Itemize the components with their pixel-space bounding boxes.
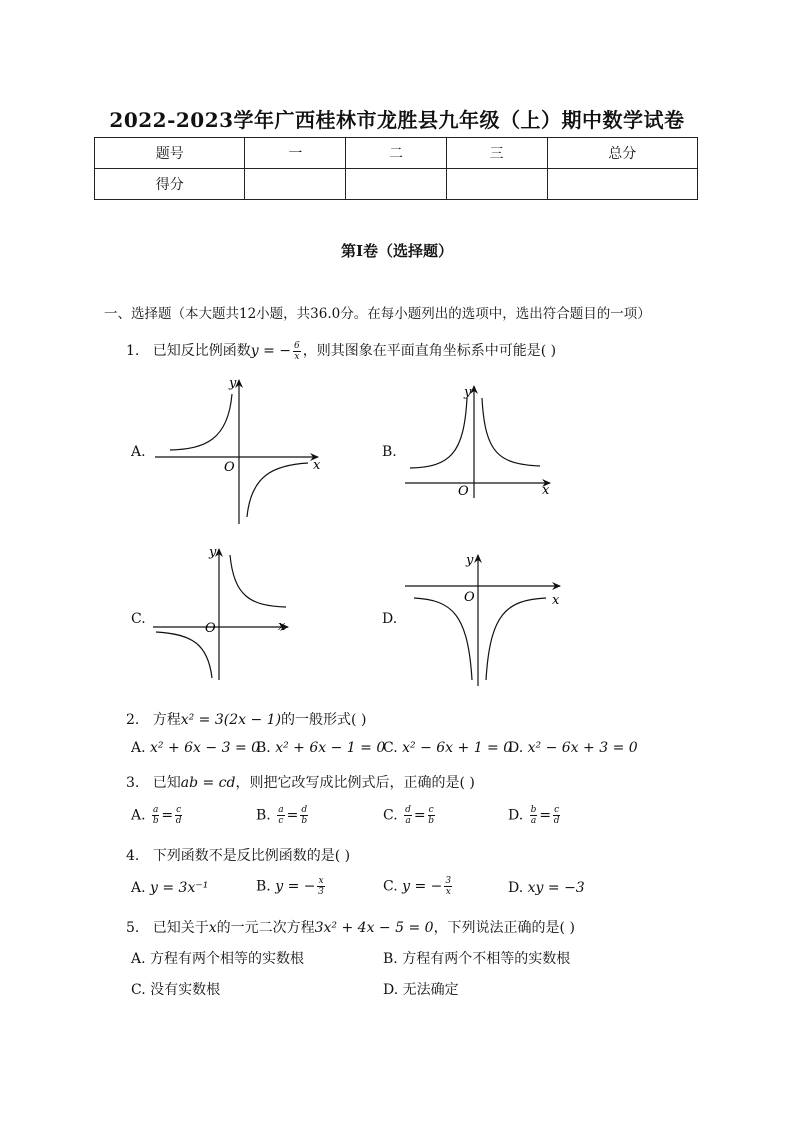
option-label: C. xyxy=(131,982,146,998)
graph-b xyxy=(400,380,560,502)
fraction xyxy=(404,805,412,826)
option-label: A. xyxy=(131,444,146,460)
option-label: A. xyxy=(131,740,146,756)
numerator: c xyxy=(554,805,560,815)
option-label: D. xyxy=(382,611,398,627)
table-cell xyxy=(547,169,698,200)
fraction xyxy=(277,805,284,826)
table-row xyxy=(95,169,698,200)
table-cell xyxy=(346,169,447,200)
x-label: x xyxy=(542,483,550,498)
option-text: y = − xyxy=(275,878,316,895)
variable: x xyxy=(208,920,217,936)
option-text: y = 3x⁻¹ xyxy=(150,880,209,896)
option-c: C. $\frac{d}{a}$ = $\frac{c}{b}$ xyxy=(383,805,435,826)
option-text: xy = −3 xyxy=(527,880,585,896)
x-label: x xyxy=(278,619,286,634)
question-text: ，下列说法正确的是( ) xyxy=(433,920,575,936)
option-label: C. xyxy=(383,740,398,756)
table-cell xyxy=(446,169,547,200)
option-label: D. xyxy=(508,880,524,896)
curve-branch xyxy=(156,632,212,678)
option-text: 方程有两个相等的实数根 xyxy=(150,951,305,967)
denominator: d xyxy=(553,816,560,826)
table-cell xyxy=(245,169,346,200)
denominator: d xyxy=(175,816,182,826)
option-a xyxy=(131,948,304,968)
question-4 xyxy=(126,845,350,865)
option-label: D. xyxy=(508,807,524,824)
option-text: 无法确定 xyxy=(402,982,459,998)
denominator: a xyxy=(530,816,537,826)
table-cell: 一 xyxy=(245,138,346,169)
curve-branch xyxy=(410,398,467,468)
option-c xyxy=(131,979,220,999)
origin-label: O xyxy=(224,460,235,475)
option-d xyxy=(508,740,638,756)
option-b xyxy=(383,948,570,968)
option-a: A. $\frac{a}{b}$ = $\frac{c}{d}$ xyxy=(131,805,182,826)
y-label: y xyxy=(229,376,237,391)
option-text: x² + 6x − 3 = 0 xyxy=(150,740,261,756)
origin-label: O xyxy=(205,621,216,636)
question-number: 2. xyxy=(126,712,140,728)
table-cell: 得分 xyxy=(95,169,245,200)
x-label: x xyxy=(552,593,560,608)
fraction xyxy=(317,876,324,897)
curve-branch xyxy=(486,598,546,680)
option-a xyxy=(131,740,260,756)
option-label: A. xyxy=(131,880,146,896)
option-d xyxy=(383,979,459,999)
y-label: y xyxy=(464,385,472,400)
option-label: B. xyxy=(382,444,397,460)
option-label: C. xyxy=(131,611,146,627)
question-1 xyxy=(126,340,556,362)
option-c xyxy=(383,740,512,756)
section-title: 第I卷（选择题） xyxy=(340,242,454,260)
table-row xyxy=(95,138,698,169)
formula: ab = cd xyxy=(180,775,236,791)
fraction xyxy=(428,805,435,826)
option-text: y = − xyxy=(402,878,443,895)
numerator: c xyxy=(176,805,182,815)
option-text: x² − 6x + 3 = 0 xyxy=(527,740,638,756)
question-5 xyxy=(126,917,575,937)
curve-branch xyxy=(170,394,232,450)
option-b xyxy=(256,876,327,897)
option-label: B. xyxy=(256,740,271,756)
numerator: a xyxy=(278,805,284,815)
curve-branch xyxy=(247,463,308,517)
origin-label: O xyxy=(464,590,475,605)
denominator: b xyxy=(301,816,308,826)
question-text: 已知 xyxy=(152,775,181,791)
question-text: 的一般形式( ) xyxy=(281,712,367,728)
numerator: a xyxy=(153,805,159,815)
numerator: d xyxy=(405,805,411,815)
table-cell: 三 xyxy=(446,138,547,169)
question-number: 4. xyxy=(126,848,140,864)
option-label: D. xyxy=(508,740,524,756)
table-cell: 题号 xyxy=(95,138,245,169)
numerator: c xyxy=(428,805,434,815)
curve-branch xyxy=(482,398,540,466)
question-text: 的一元二次方程 xyxy=(216,920,315,936)
numerator: 6 xyxy=(294,340,300,351)
fraction xyxy=(152,805,159,826)
table-cell: 总分 xyxy=(547,138,698,169)
y-label: y xyxy=(466,553,474,568)
graph-d xyxy=(400,548,570,688)
curve-branch xyxy=(230,555,286,607)
fraction xyxy=(553,805,560,826)
option-b: B. $\frac{a}{c}$ = $\frac{d}{b}$ xyxy=(256,805,308,826)
option-b xyxy=(256,740,385,756)
question-number: 1. xyxy=(126,343,140,359)
x-label: x xyxy=(313,458,321,473)
option-label: C. xyxy=(383,878,398,895)
fraction xyxy=(293,341,301,362)
numerator: d xyxy=(301,805,308,815)
graph-c xyxy=(148,540,298,685)
score-table xyxy=(94,137,698,200)
formula: x² = 3(2x − 1) xyxy=(180,712,282,728)
option-a xyxy=(131,880,208,896)
graph-a xyxy=(150,372,340,530)
option-label: B. xyxy=(383,951,398,967)
question-3 xyxy=(126,772,475,792)
page-title: 2022-2023学年广西桂林市龙胜县九年级（上）期中数学试卷 xyxy=(109,108,685,132)
option-label: D. xyxy=(383,982,399,998)
numerator: b xyxy=(530,805,537,815)
origin-label: O xyxy=(458,484,469,499)
question-number: 5. xyxy=(126,920,140,936)
question-2 xyxy=(126,709,366,729)
option-d xyxy=(508,880,585,896)
option-text: 方程有两个不相等的实数根 xyxy=(402,951,571,967)
fraction xyxy=(530,805,538,826)
part-heading: 一、选择题（本大题共12小题，共36.0分。在每小题列出的选项中，选出符合题目的一项） xyxy=(104,306,651,322)
question-text: 已知关于 xyxy=(152,920,209,936)
option-text: 没有实数根 xyxy=(150,982,221,998)
numerator: x xyxy=(318,876,324,886)
question-text: ，则其图象在平面直角坐标系中可能是( ) xyxy=(302,343,557,359)
question-number: 3. xyxy=(126,775,140,791)
denominator: c xyxy=(278,816,284,826)
question-text: ，则把它改写成比例式后，正确的是( ) xyxy=(235,775,475,791)
formula: y = − xyxy=(250,343,291,359)
denominator: x xyxy=(294,351,300,362)
option-d: D. $\frac{b}{a}$ = $\frac{c}{d}$ xyxy=(508,805,560,826)
curve-branch xyxy=(414,598,472,680)
denominator: 3 xyxy=(318,887,324,897)
fraction xyxy=(300,805,308,826)
fraction xyxy=(175,805,182,826)
denominator: b xyxy=(428,816,435,826)
numerator: 3 xyxy=(445,876,452,886)
fraction xyxy=(444,876,452,897)
y-label: y xyxy=(209,545,217,560)
option-label: B. xyxy=(256,807,271,824)
option-text: x² + 6x − 1 = 0 xyxy=(275,740,386,756)
option-c xyxy=(383,876,454,897)
option-label: B. xyxy=(256,878,271,895)
option-label: C. xyxy=(383,807,398,824)
option-label: A. xyxy=(131,951,146,967)
question-text: 下列函数不是反比例函数的是( ) xyxy=(152,848,351,864)
question-text: 方程 xyxy=(152,712,181,728)
denominator: b xyxy=(152,816,159,826)
denominator: x xyxy=(445,887,451,897)
table-cell: 二 xyxy=(346,138,447,169)
option-label: A. xyxy=(131,807,146,824)
formula: 3x² + 4x − 5 = 0 xyxy=(314,920,434,936)
option-text: x² − 6x + 1 = 0 xyxy=(402,740,513,756)
denominator: a xyxy=(405,816,411,826)
question-text: 已知反比例函数 xyxy=(152,343,251,359)
